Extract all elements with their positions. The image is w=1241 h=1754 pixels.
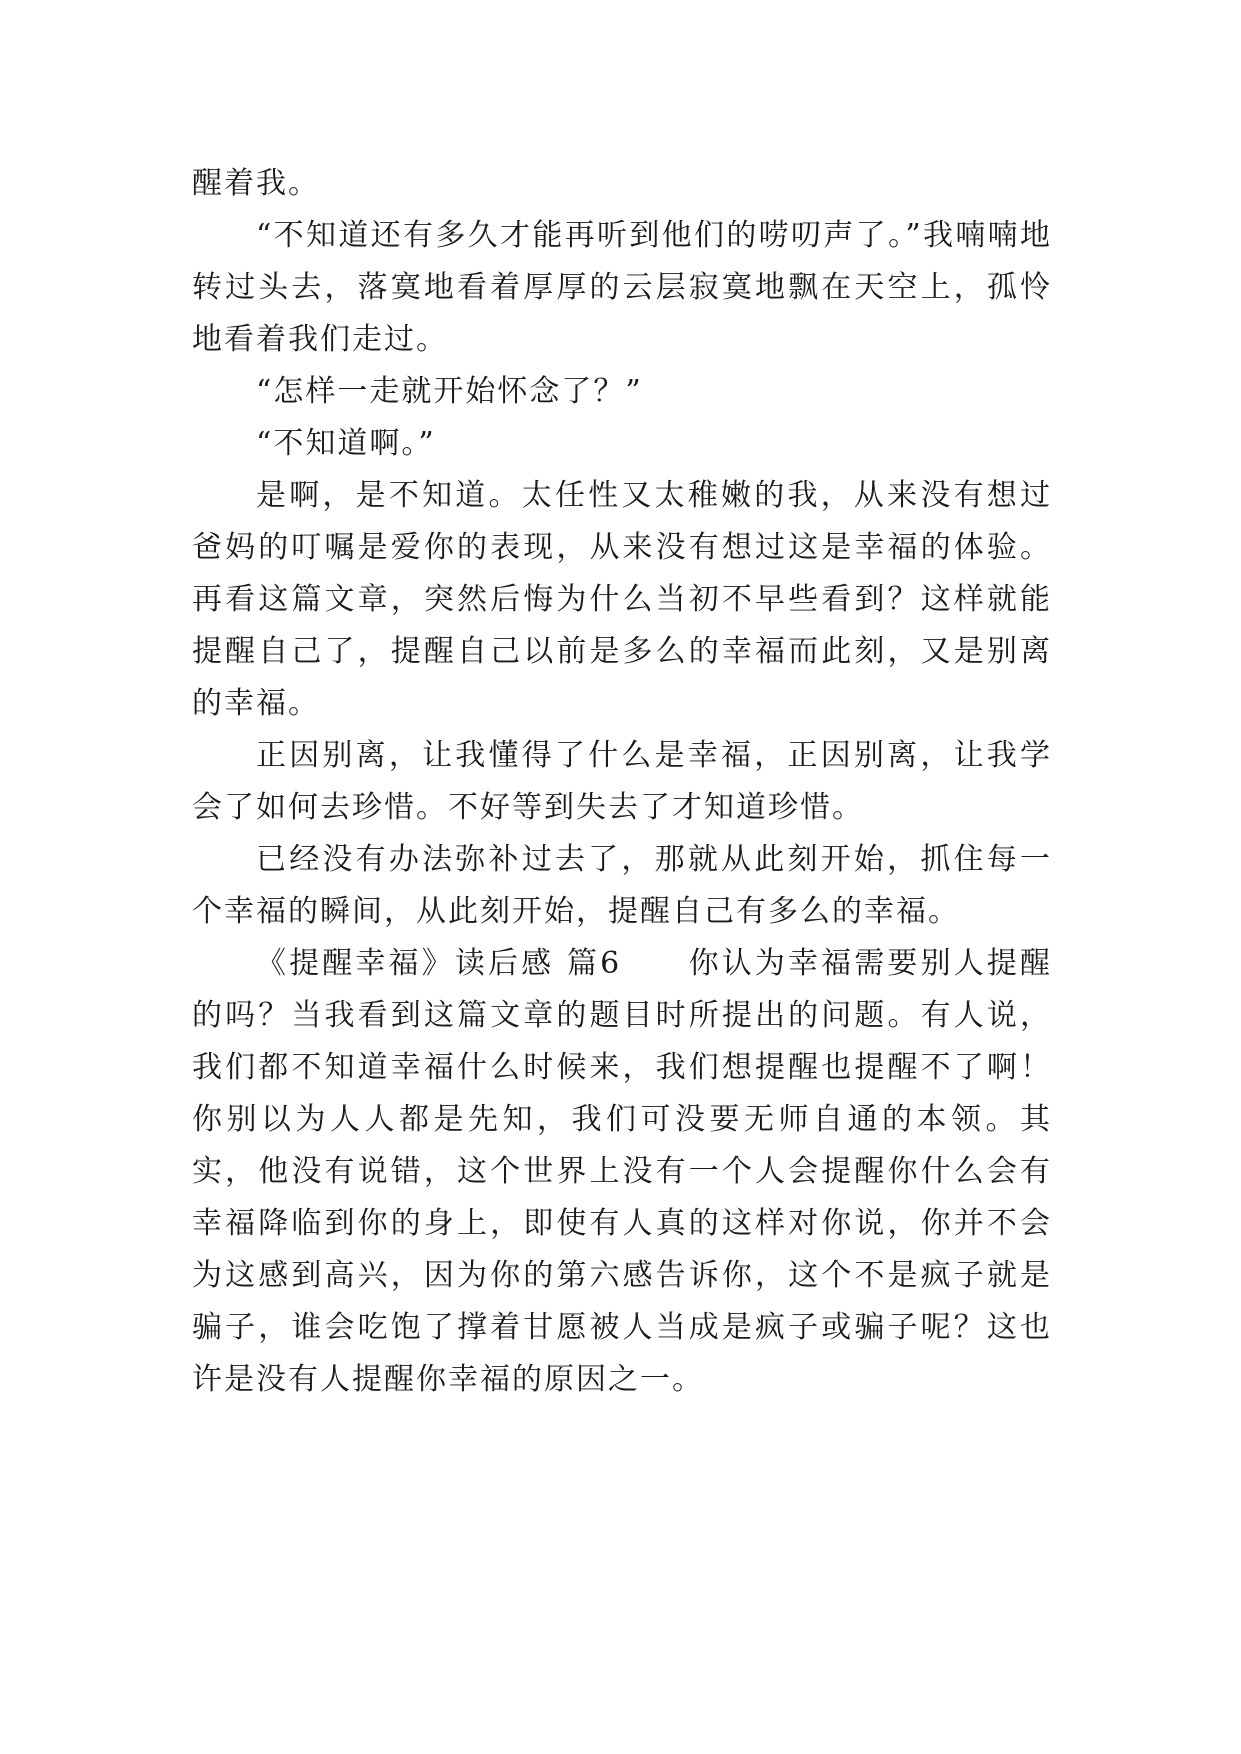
paragraph-8: 《提醒幸福》读后感 篇6 你认为幸福需要别人提醒的吗？当我看到这篇文章的题目时所提出的问题。有人说，我们都不知道幸福什么时候来，我们想提醒也提醒不了啊！你别以为人人都是先知，我们可没要无师自通的本领。其实，他没有说错，这个世界上没有一个人会提醒你什么会有幸福降临到你的身上，即使有人真的这样对你说，你并不会为这感到高兴，因为你的第六感告诉你，这个不是疯子就是骗子，谁会吃饱了撑着甘愿被人当成是疯子或骗子呢？这也许是没有人提醒你幸福的原因之一。 [192,946,1052,1397]
paragraph-7: 已经没有办法弥补过去了，那就从此刻开始，抓住每一个幸福的瞬间，从此刻开始，提醒自己有多么的幸福。 [192,842,1052,929]
paragraph-1: 醒着我。 [192,166,320,201]
paragraph-2: “不知道还有多久才能再听到他们的唠叨声了。”我喃喃地转过头去，落寞地看着厚厚的云层寂寞地飘在天空上，孤怜地看着我们走过。 [192,218,1052,357]
paragraph-6: 正因别离，让我懂得了什么是幸福，正因别离，让我学会了如何去珍惜。不好等到失去了才知道珍惜。 [192,738,1052,825]
document-body [192,158,1052,1406]
paragraph-5: 是啊，是不知道。太任性又太稚嫩的我，从来没有想过爸妈的叮嘱是爱你的表现，从来没有想过这是幸福的体验。再看这篇文章，突然后悔为什么当初不早些看到？这样就能提醒自己了，提醒自己以前是多么的幸福而此刻，又是别离的幸福。 [192,478,1052,721]
paragraph-3: “怎样一走就开始怀念了？” [256,374,643,409]
paragraph-4: “不知道啊。” [256,426,436,461]
